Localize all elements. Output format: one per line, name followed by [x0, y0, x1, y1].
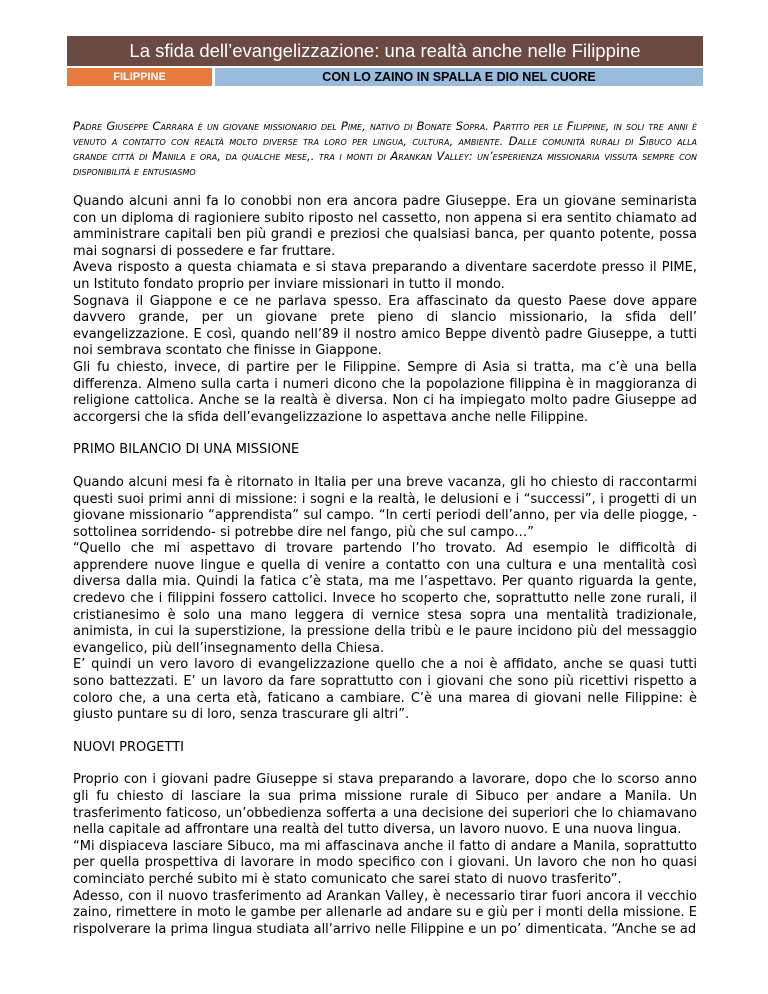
paragraph: Gli fu chiesto, invece, di partire per le Filippine. Sempre di Asia si tratta, ma c’è una bella differenza. Almeno sulla carta i numeri dicono che la popolazione filippina è in maggioranza di religione cattolica. Anche se la realtà è diversa. Non ci ha impiegato molto padre Giuseppe ad accorgersi che la sfida dell’evangelizzazione lo aspettava anche nelle Filippine.	[73, 359, 697, 425]
article-title-banner: La sfida dell’evangelizzazione: una realtà anche nelle Filippine	[67, 36, 703, 66]
article-body	[73, 119, 697, 938]
paragraph: Proprio con i giovani padre Giuseppe si stava preparando a lavorare, dopo che lo scorso anno gli fu chiesto di lasciare la sua prima missione rurale di Sibuco per andare a Manila. Un trasferimento faticoso, un’obbedienza sofferta a una decisione dei superiori che lo chiamavano nella capitale ad affrontare una realtà del tutto diversa, un lavoro nuovo. E una nuova lingua.	[73, 772, 697, 838]
intro-paragraph: Padre Giuseppe Carrara è un giovane missionario del Pime, nativo di Bonate Sopra. Partito per le Filippine, in soli tre anni è venuto a contatto con realtà molto diverse tra loro per lingua, cultura, ambiente. Dalle comunità rurali di Sibuco alla grande città di Manila e ora, da qualche mese,. tra i monti di Arankan Valley: un’esperienza missionaria vissuta sempre con disponibilità e entusiasmo	[73, 119, 697, 178]
paragraph: E’ quindi un vero lavoro di evangelizzazione quello che a noi è affidato, anche se quasi tutti sono battezzati. E’ un lavoro da fare soprattutto con i giovani che sono più ricettivi rispetto a coloro che, a una certa età, faticano a cambiare. C’è una marea di giovani nelle Filippine: è giusto puntare su di loro, senza trascurare gli altri”.	[73, 657, 697, 723]
paragraph: “Quello che mi aspettavo di trovare partendo l’ho trovato. Ad esempio le difficoltà di apprendere nuove lingue e quella di venire a contatto con una cultura e una mentalità così diversa dalla mia. Quindi la fatica c’è stata, ma me l’aspettavo. Per quanto riguarda la gente, credevo che i filippini fossero cattolici. Invece ho scoperto che, soprattutto nelle zone rurali, il cristianesimo è solo una mano leggera di vernice stesa sopra una mentalità tradizionale, animista, in cui la superstizione, la pressione della tribù e le paure incidono più del messaggio evangelico, più dell’insegnamento della Chiesa.	[73, 541, 697, 656]
paragraph: Quando alcuni mesi fa è ritornato in Italia per una breve vacanza, gli ho chiesto di raccontarmi questi suoi primi anni di missione: i sogni e la realtà, le delusioni e i “successi”, i progetti di un giovane missionario “apprendista” sul campo. “In certi periodi dell’anno, per via delle piogge, - sottolinea sorridendo- si potrebbe dire nel fango, più che sul campo…”	[73, 474, 697, 540]
paragraph: Adesso, con il nuovo trasferimento ad Arankan Valley, è necessario tirar fuori ancora il vecchio zaino, rimettere in moto le gambe per allenarle ad andare su e giù per i monti della missione. E rispolverare la prima lingua studiata all’arrivo nelle Filippine e un po’ dimenticata. “Anche se ad	[73, 888, 697, 937]
header-tag-row	[67, 68, 703, 86]
paragraph: “Mi dispiaceva lasciare Sibuco, ma mi affascinava anche il fatto di andare a Manila, soprattutto per quella prospettiva di lavorare in modo specifico con i giovani. Un lavoro che non ho quasi cominciato perché subito mi è stato comunicato che sarei stato di nuovo trasferito”.	[73, 838, 697, 887]
article-subtitle: CON LO ZAINO IN SPALLA E DIO NEL CUORE	[215, 68, 703, 86]
section-tag: FILIPPINE	[67, 68, 212, 86]
paragraph: Quando alcuni anni fa lo conobbi non era ancora padre Giuseppe. Era un giovane seminarista con un diploma di ragioniere subito riposto nel cassetto, non appena si era sentito chiamato ad amministrare capitali ben più grandi e preziosi che qualsiasi banca, per quanto potente, possa mai sognarsi di possedere e far fruttare.	[73, 194, 697, 259]
paragraph: Aveva risposto a questa chiamata e si stava preparando a diventare sacerdote presso il PIME, un Istituto fondato proprio per inviare missionari in tutto il mondo.	[73, 260, 697, 292]
section-heading: NUOVI PROGETTI	[73, 739, 184, 755]
paragraph: Sognava il Giappone e ce ne parlava spesso. Era affascinato da questo Paese dove appare davvero grande, per un giovane prete pieno di slancio missionario, la sfida dell’ evangelizzazione. E così, quando nell’89 il nostro amico Beppe diventò padre Giuseppe, a tutti noi sembrava scontato che finisse in Giappone.	[73, 293, 697, 359]
section-heading: PRIMO BILANCIO DI UNA MISSIONE	[73, 442, 300, 458]
